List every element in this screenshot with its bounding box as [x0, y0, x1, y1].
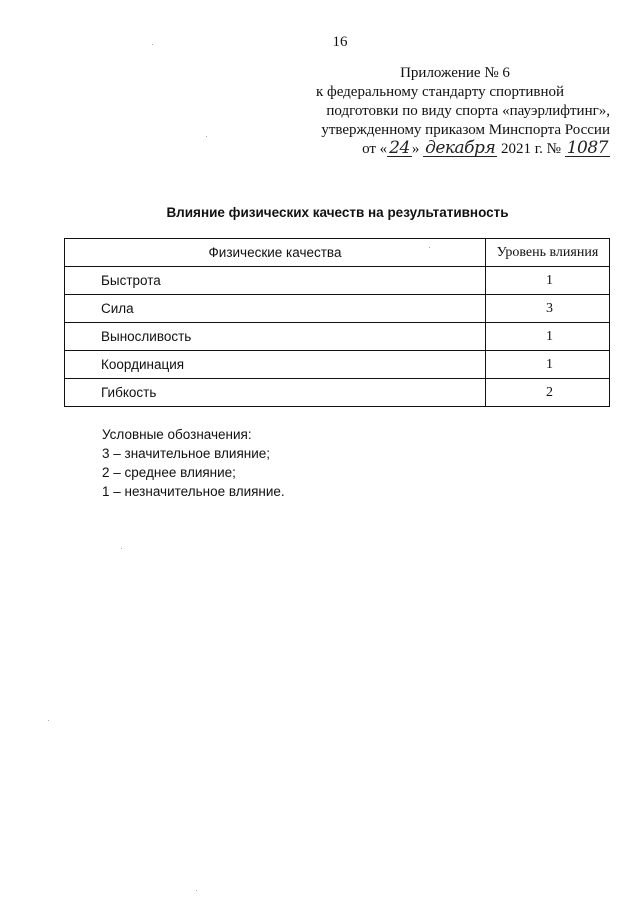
cell-quality: Выносливость	[65, 323, 486, 351]
appendix-line-2: подготовки по виду спорта «пауэрлифтинг»,	[326, 103, 610, 119]
legend-item: 2 – среднее влияние;	[102, 465, 236, 480]
cell-level: 1	[486, 323, 610, 351]
cell-quality: Координация	[65, 351, 486, 379]
date-prefix: от «	[362, 141, 388, 157]
legend	[102, 425, 285, 501]
document-title: Влияние физических качеств на результативность	[166, 205, 509, 220]
appendix-line-3: утвержденному приказом Минспорта России	[321, 122, 610, 138]
scan-speck	[206, 136, 207, 137]
table-row	[65, 267, 610, 295]
appendix-line-1: к федеральному стандарту спортивной	[315, 84, 565, 100]
table-row	[65, 323, 610, 351]
cell-quality: Сила	[65, 295, 486, 323]
cell-level: 1	[486, 267, 610, 295]
scan-speck	[196, 890, 197, 891]
scan-speck	[429, 247, 430, 248]
legend-title: Условные обозначения:	[102, 427, 252, 442]
legend-item: 3 – значительное влияние;	[102, 446, 271, 461]
page-number: 16	[332, 34, 348, 50]
table-row	[65, 351, 610, 379]
cell-quality: Гибкость	[65, 379, 486, 407]
header-level: Уровень влияния	[486, 239, 610, 267]
header-quality: Физические качества	[65, 239, 486, 267]
table-row	[65, 295, 610, 323]
scan-speck	[48, 720, 49, 721]
legend-item: 1 – незначительное влияние.	[102, 484, 285, 499]
table-row	[65, 379, 610, 407]
appendix-header	[270, 64, 610, 159]
cell-level: 1	[486, 351, 610, 379]
impact-table	[64, 238, 610, 407]
date-day-suffix: »	[411, 141, 420, 157]
scan-speck	[121, 548, 122, 549]
appendix-date-line	[270, 140, 610, 159]
cell-quality: Быстрота	[65, 267, 486, 295]
cell-level: 3	[486, 295, 610, 323]
date-year: 2021 г. №	[500, 141, 561, 157]
handwritten-month: декабря	[425, 138, 496, 158]
handwritten-day: 24	[389, 138, 410, 158]
scan-speck	[152, 44, 153, 45]
cell-level: 2	[486, 379, 610, 407]
appendix-title: Приложение № 6	[400, 65, 510, 81]
handwritten-order-number: 1087	[566, 138, 608, 158]
table-header-row	[65, 239, 610, 267]
